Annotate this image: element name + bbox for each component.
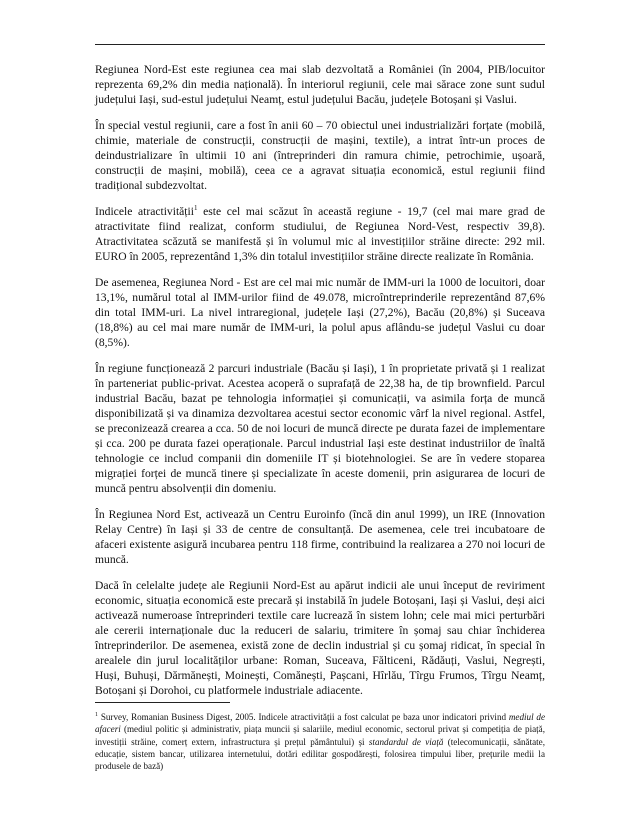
footnote-separator — [95, 702, 230, 703]
paragraph-5: În regiune funcționează 2 parcuri industriale (Bacău și Iași), 1 în proprietate privată și 1 realizat în parteneriat public-privat. Acestea acoperă o suprafață de 22,38 ha, de tip brownfield. Parcul industrial Bacău, bazat pe tehnologia informației și comunicații, va asimila forța de muncă disponibilizată și va dinamiza dezvoltarea acestui sector economic vârf la nivel regional. Astfel, se preconizează crearea a cca. 50 de noi locuri de muncă directe pe durata fazei de implementare și cca. 200 pe durata fazei operaționale. Parcul industrial Iași este destinat industriilor de înaltă tehnologie ce includ companii din domeniile IT și biotehnologiei. Se are în vedere stoparea migrației forței de muncă tinere și specializate în aceste domenii, prin asigurarea de locuri de muncă pentru absolvenții din domeniu. — [95, 362, 545, 495]
paragraph-3-start: Indicele atractivității — [95, 205, 194, 218]
paragraph-2: În special vestul regiunii, care a fost în anii 60 – 70 obiectul unei industrializări forțate (mobilă, chimie, materiale de construcții, construcții de mașini, textile), a intrat într-un proces de deindustrializare în ultimii 10 ani (întreprinderi din ramura chimie, petrochimie, ușoară, construcții de mașini, mobilă), ceea ce a agravat situația economică, estul regiunii fiind tradițional subdezvoltat. — [95, 119, 545, 192]
footnote-text-1: Survey, Romanian Business Digest, 2005. Indicele atractivității a fost calculat pe baza unor indicatori privind — [98, 712, 509, 722]
footnote-text-3: (telecomunicații, sănătate, educație, sistem bancar, utilizarea internetului, dotări edilitar gospodărești, folosirea timpului liber, prețurile medii la produsele de bază) — [95, 736, 545, 772]
footnote-italic-2: standardul de viață — [368, 736, 444, 747]
paragraph-4: De asemenea, Regiunea Nord - Est are cel mai mic număr de IMM-uri la 1000 de locuitori, doar 13,1%, numărul total al IMM-urilor fiind de 49.078, microîntreprinderile reprezentând 87,6% din total IMM-uri. La nivel intraregional, județele Iași (27,2%), Bacău (20,8%) și Suceava (18,8%) au cel mai mare număr de IMM-uri, la polul apus aflându-se județul Vaslui cu doar (8,5%). — [95, 276, 545, 349]
footnote — [95, 711, 545, 772]
paragraph-3-rest: este cel mai scăzut în această regiune - 19,7 (cel mai mare grad de atractivitate fiind realizat, conform studiului, de Regiunea Nord-Vest, respectiv 39,8). Atractivitatea scăzută se manifestă și în volumul mic al investițiilor străine directe: 292 mil. EURO în 2005, reprezentând 1,3% din totalul investițiilor străine directe realizate în România. — [95, 205, 545, 263]
footnote-ref[interactable]: 1 — [193, 204, 198, 213]
paragraph-3 — [95, 204, 545, 264]
paragraph-1: Regiunea Nord-Est este regiunea cea mai slab dezvoltată a României (în 2004, PIB/locuitor reprezenta 69,2% din media națională). În interiorul regiunii, cele mai sărace zone sunt sudul județului Iași, sud-estul județului Neamț, estul județului Bacău, județele Botoșani și Vaslui. — [95, 63, 545, 106]
footnote-text-2: (mediul politic și administrativ, piața muncii și salariile, mediul economic, sectorul privat și competiția de piață, investiții străine, comerț extern, infrastructura și prețul pământului) și — [95, 724, 545, 747]
footnote-marker: 1 — [95, 711, 98, 718]
paragraph-6: În Regiunea Nord Est, activează un Centru Euroinfo (încă din anul 1999), un IRE (Innovation Relay Centre) în Iași și 33 de centre de consultanță. De asemenea, cele trei incubatoare de afaceri existente asigură incubarea pentru 118 firme, contribuind la realizarea a 270 noi locuri de muncă. — [95, 508, 545, 566]
footnote-italic-1: mediul de afaceri — [95, 712, 546, 735]
header-rule — [95, 44, 545, 45]
document-body — [95, 62, 545, 709]
paragraph-7: Dacă în celelalte județe ale Regiunii Nord-Est au apărut indicii ale unui început de reviriment economic, situația economică este precară și instabilă în judele Botoșani, Iași și Vaslui, deși aici activează numeroase întreprinderi textile care lucrează în sistem lohn; cele mai mici perturbări ale cererii internaționale duc la reduceri de salariu, trimitere în șomaj sau chiar închiderea întreprinderilor. De asemenea, există zone de declin industrial și cu șomaj ridicat, în special în arealele din jurul localităților urbane: Roman, Suceava, Fălticeni, Rădăuți, Vaslui, Negrești, Huși, Buhuși, Dărmănești, Moinești, Comănești, Pașcani, Hîrlău, Tîrgu Frumos, Tîrgu Neamț, Botoșani și Dorohoi, cu platformele industriale adiacente. — [95, 579, 545, 697]
